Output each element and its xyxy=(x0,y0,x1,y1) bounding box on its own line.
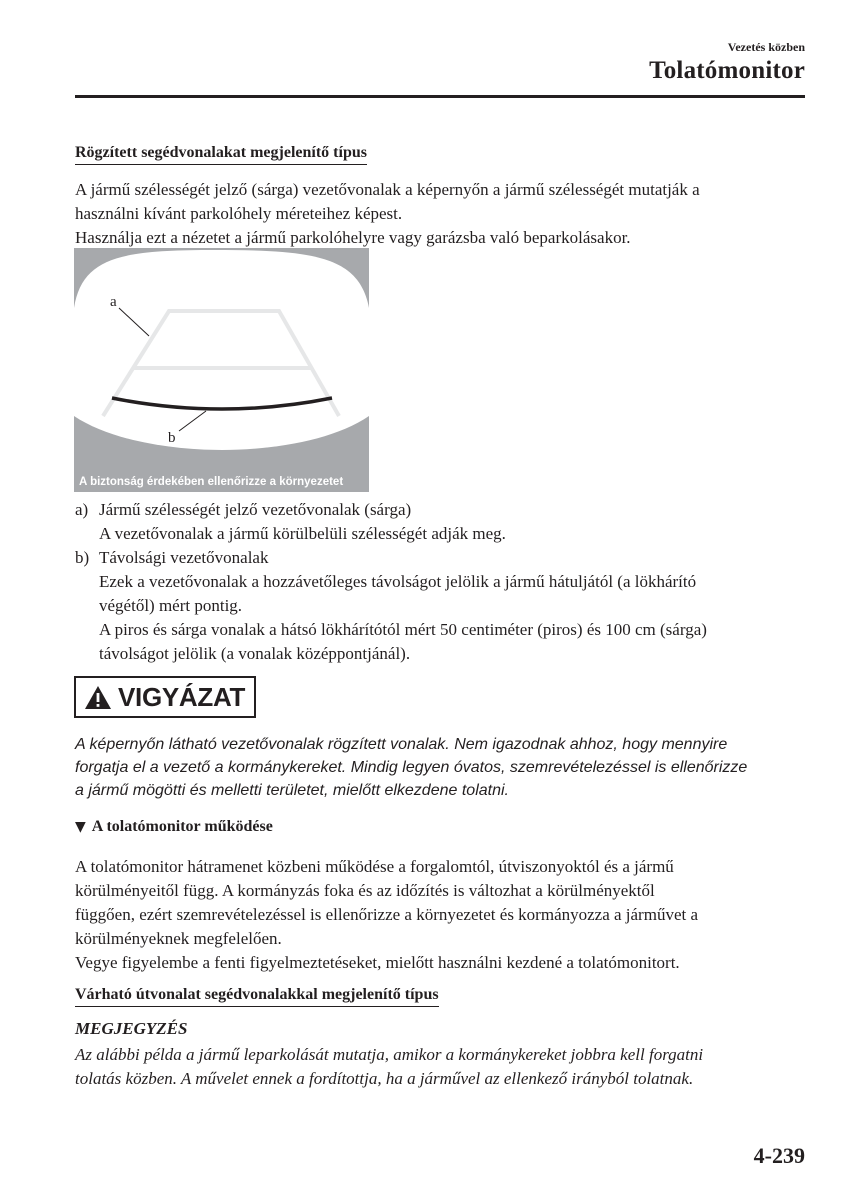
caution-line: A képernyőn látható vezetővonalak rögzített vonalak. Nem igazodnak ahhoz, hogy mennyire xyxy=(75,736,728,753)
caution-line: forgatja el a vezető a kormánykereket. Mindig legyen óvatos, szemrevételezéssel is ellenőrizze xyxy=(75,759,748,776)
caution-text xyxy=(75,733,820,802)
legend-item-b xyxy=(75,546,815,666)
legend-b-desc: végétől) mért pontig. xyxy=(99,596,243,615)
figure-label-a: a xyxy=(110,294,117,310)
caution-box xyxy=(74,676,256,718)
intro-line: Használja ezt a nézetet a jármű parkolóhelyre vagy garázsba való beparkolásakor. xyxy=(75,228,631,247)
note-line: tolatás közben. A művelet ennek a fordítottja, ha a járművel az ellenkező irányból tolatnak. xyxy=(75,1069,694,1088)
camera-view-area xyxy=(74,250,369,450)
fixed-guides-heading: Rögzített segédvonalakat megjelenítő típus xyxy=(75,143,367,165)
operation-line: függően, ezért szemrevételezéssel is ellenőrizze a környezetet és kormányozza a járművet a xyxy=(75,905,699,924)
legend-marker-b: b) xyxy=(75,548,90,567)
down-triangle-icon: ▼ xyxy=(75,819,86,835)
note-line: Az alábbi példa a jármű leparkolását mutatja, amikor a kormánykereket jobbra kell forgatni xyxy=(75,1045,704,1064)
page-number: 4-239 xyxy=(753,1143,805,1168)
predicted-guides-heading: Várható útvonalat segédvonalakkal megjelenítő típus xyxy=(75,985,439,1007)
figure-caption: A biztonság érdekében ellenőrizze a környezetet xyxy=(79,476,344,488)
legend-b-desc: távolságot jelölik (a vonalak középpontjánál). xyxy=(99,644,411,663)
intro-line: használni kívánt parkolóhely méreteihez képest. xyxy=(75,204,403,223)
rearview-figure xyxy=(74,248,369,492)
legend-a-title: Jármű szélességét jelző vezetővonalak (sárga) xyxy=(99,500,412,519)
fixed-guides-intro xyxy=(75,178,815,250)
intro-line: A jármű szélességét jelző (sárga) vezetővonalak a képernyőn a jármű szélességét mutatják a xyxy=(75,180,700,199)
legend-b-desc: A piros és sárga vonalak a hátsó lökhárítótól mért 50 centiméter (piros) és 100 cm (sárga) xyxy=(99,620,707,639)
warning-triangle-icon xyxy=(84,685,112,710)
operation-heading-text: A tolatómonitor működése xyxy=(91,818,273,835)
page-title: Tolatómonitor xyxy=(649,57,805,84)
rearview-screen-illustration xyxy=(74,248,369,492)
operation-text xyxy=(75,855,815,975)
section-label: Vezetés közben xyxy=(727,40,805,54)
note-text xyxy=(75,1043,820,1091)
caution-label: VIGYÁZAT xyxy=(118,681,246,712)
legend-item-a xyxy=(75,498,815,546)
top-divider xyxy=(75,95,805,98)
legend-b-desc: Ezek a vezetővonalak a hozzávetőleges távolságot jelölik a jármű hátuljától (a lökhárító xyxy=(99,572,697,591)
legend-b-title: Távolsági vezetővonalak xyxy=(99,548,269,567)
operation-line: Vegye figyelembe a fenti figyelmeztetéseket, mielőtt használni kezdené a tolatómonitort. xyxy=(75,953,680,972)
operation-line: körülményeknek megfelelően. xyxy=(75,929,282,948)
note-label: MEGJEGYZÉS xyxy=(75,1019,188,1038)
figure-label-b: b xyxy=(168,430,176,446)
legend-marker-a: a) xyxy=(75,500,89,519)
operation-heading xyxy=(75,818,273,836)
operation-line: körülményeitől függ. A kormányzás foka és az időzítés is változhat a körülményektől xyxy=(75,881,655,900)
caution-line: a jármű mögötti és melletti területet, mielőtt elkezdene tolatni. xyxy=(75,782,509,799)
operation-line: A tolatómonitor hátramenet közbeni működése a forgalomtól, útviszonyoktól és a jármű xyxy=(75,857,674,876)
figure-legend xyxy=(75,498,815,666)
legend-a-desc: A vezetővonalak a jármű körülbelüli szélességét adják meg. xyxy=(99,524,506,543)
